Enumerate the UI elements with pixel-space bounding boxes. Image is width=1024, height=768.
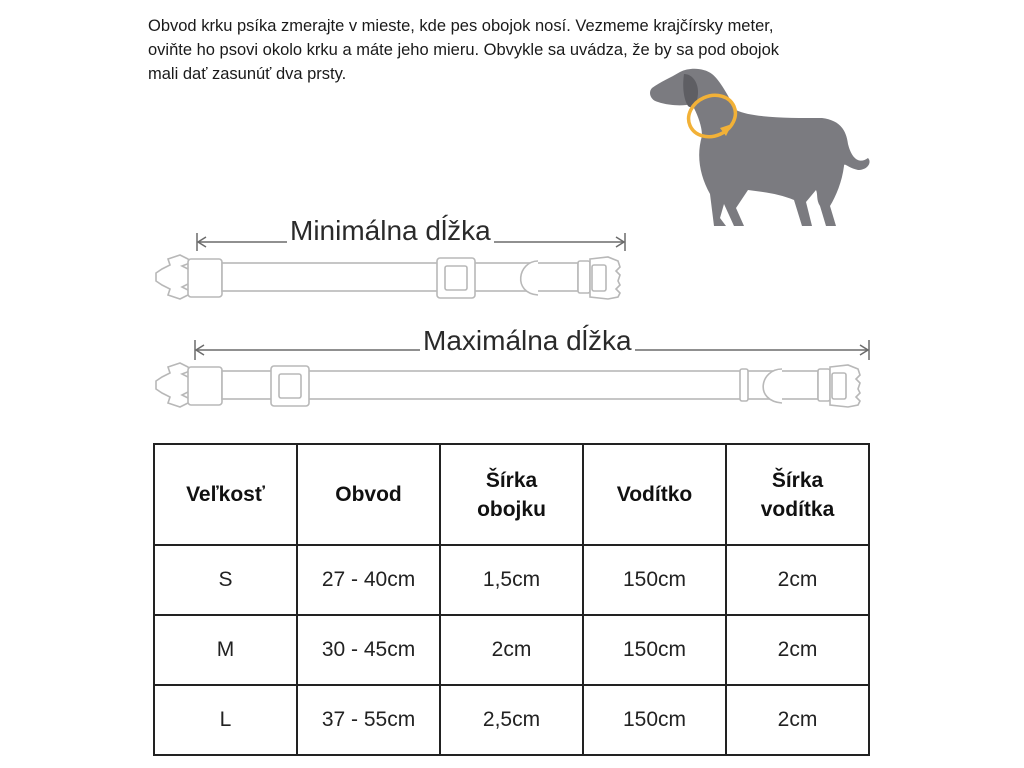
cell-leash-width: 2cm — [726, 685, 869, 755]
cell-collar-width: 2cm — [440, 615, 583, 685]
table-header-row — [154, 444, 869, 545]
buckle-left-frame — [188, 259, 222, 297]
table-row — [154, 615, 869, 685]
buckle-left-frame-max — [188, 367, 222, 405]
buckle-female-left — [156, 255, 190, 299]
cell-collar-width: 1,5cm — [440, 545, 583, 615]
strap-max-end — [818, 369, 830, 401]
cell-leash-width: 2cm — [726, 545, 869, 615]
size-table — [153, 443, 870, 756]
cell-leash: 150cm — [583, 685, 726, 755]
collar-min — [156, 255, 620, 299]
header-collar-width: Šírka obojku — [440, 444, 583, 545]
cell-size: M — [154, 615, 297, 685]
slider-max-inner — [279, 374, 301, 398]
cell-circumference: 37 - 55cm — [297, 685, 440, 755]
buckle-right-inner — [592, 265, 606, 291]
intro-line-3: mali dať zasunúť dva prsty. — [148, 65, 347, 83]
header-circumference: Obvod — [297, 444, 440, 545]
cell-circumference: 27 - 40cm — [297, 545, 440, 615]
cell-circumference: 30 - 45cm — [297, 615, 440, 685]
buckle-right-inner-max — [832, 373, 846, 399]
intro-line-1: Obvod krku psíka zmerajte v mieste, kde pes obojok nosí. Vezmeme krajčírsky meter, — [148, 17, 774, 35]
buckle-female-left-max — [156, 363, 190, 407]
cell-size: S — [154, 545, 297, 615]
intro-line-2: oviňte ho psovi okolo krku a máte jeho mieru. Obvykle sa uvádza, že by sa pod obojok — [148, 41, 780, 59]
table-row — [154, 685, 869, 755]
min-length-label: Minimálna dĺžka — [287, 215, 494, 247]
dog-illustration — [640, 66, 872, 234]
cell-size: L — [154, 685, 297, 755]
strap-max — [222, 371, 818, 399]
table-row — [154, 545, 869, 615]
strap-min-end — [578, 261, 590, 293]
header-leash: Vodítko — [583, 444, 726, 545]
cell-collar-width: 2,5cm — [440, 685, 583, 755]
collar-max — [156, 363, 860, 407]
cell-leash: 150cm — [583, 545, 726, 615]
header-leash-width: Šírka vodítka — [726, 444, 869, 545]
cell-leash-width: 2cm — [726, 615, 869, 685]
strap-max-stitch — [740, 369, 748, 401]
dog-silhouette — [650, 69, 870, 226]
cell-leash: 150cm — [583, 615, 726, 685]
slider-min-inner — [445, 266, 467, 290]
header-size: Veľkosť — [154, 444, 297, 545]
max-length-label: Maximálna dĺžka — [420, 325, 635, 357]
collar-length-diagram — [140, 215, 880, 430]
